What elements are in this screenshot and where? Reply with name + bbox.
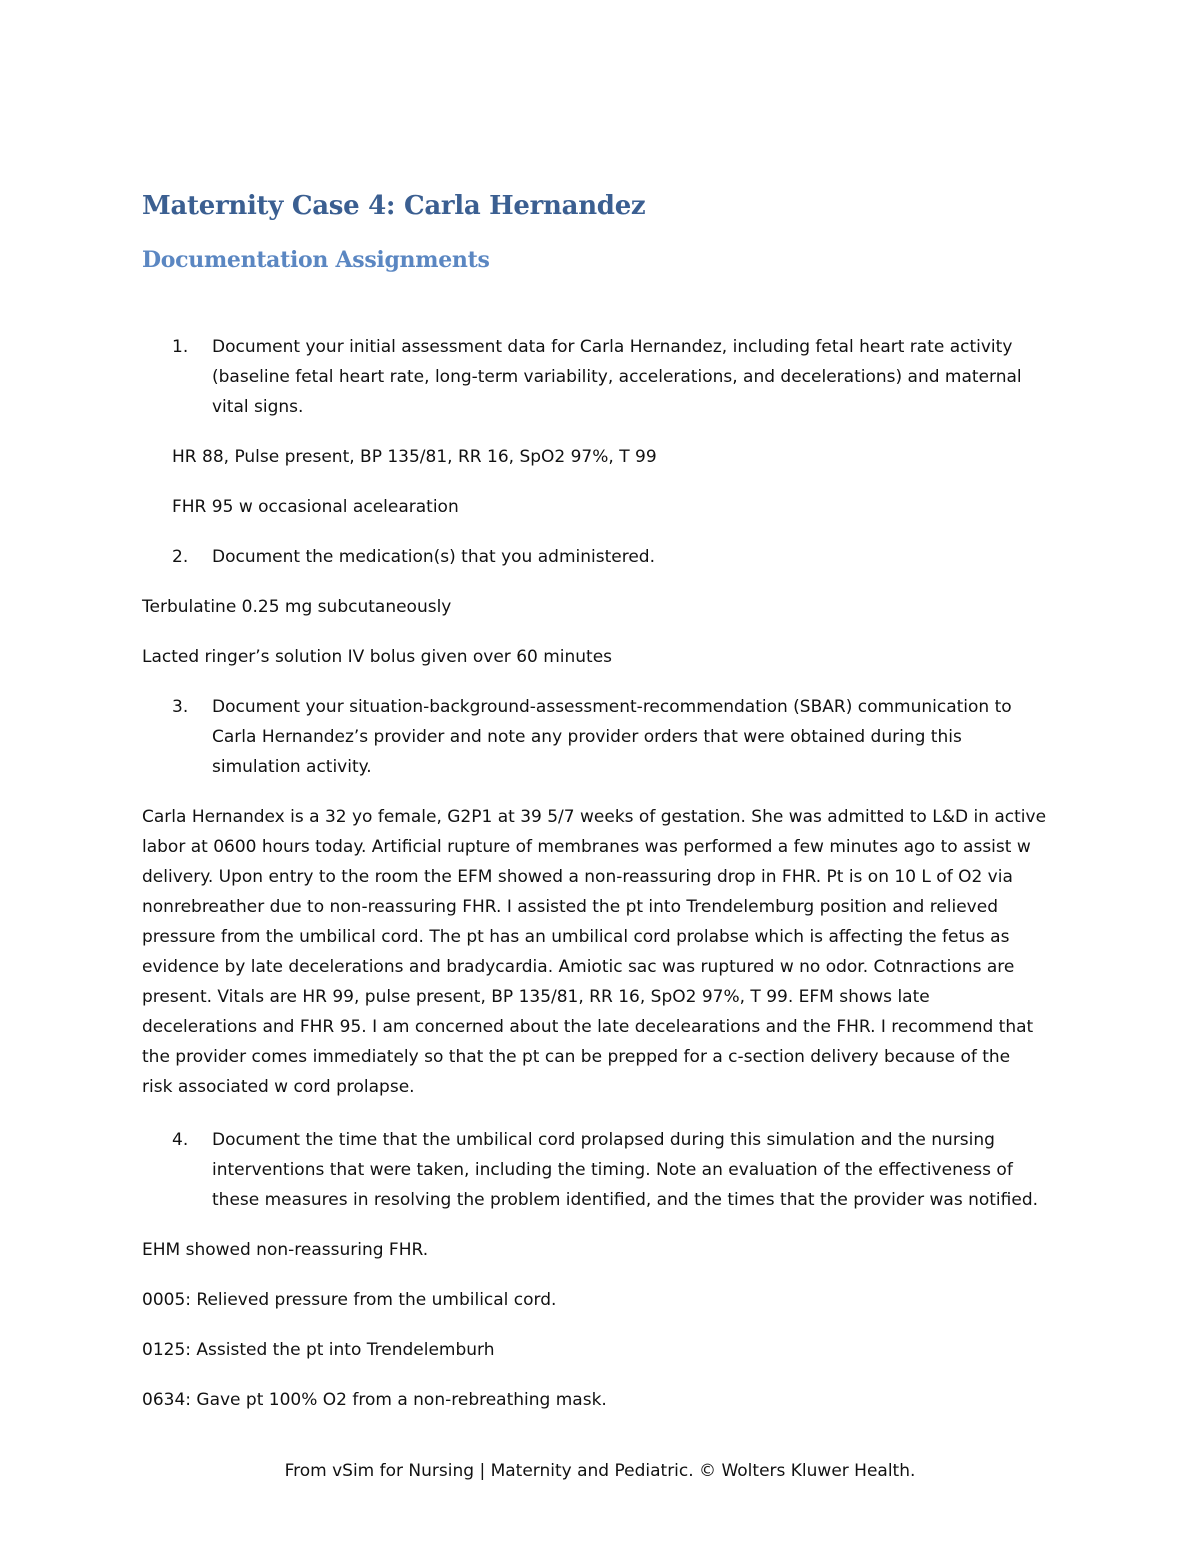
item-line: Document the time that the umbilical cord prolapsed during this simulation and the nursing bbox=[212, 1130, 995, 1150]
item-text bbox=[212, 332, 1022, 422]
item-number: 3. bbox=[172, 697, 189, 717]
item-number: 2. bbox=[172, 547, 189, 567]
page-footer: From vSim for Nursing | Maternity and Pediatric. © Wolters Kluwer Health. bbox=[284, 1461, 916, 1481]
item-line: Document your initial assessment data for Carla Hernandez, including fetal heart rate activity bbox=[212, 337, 1013, 357]
item-line: these measures in resolving the problem identified, and the times that the provider was notified. bbox=[212, 1190, 1039, 1210]
paragraph-line: the provider comes immediately so that the pt can be prepped for a c-section delivery because of the bbox=[142, 1047, 1011, 1067]
paragraph-line: labor at 0600 hours today. Artificial rupture of membranes was performed a few minutes ago to assist w bbox=[142, 837, 1031, 857]
item-line: Carla Hernandez’s provider and note any provider orders that were obtained during this bbox=[212, 727, 962, 747]
item-number: 1. bbox=[172, 337, 189, 357]
paragraph-line: nonrebreather due to non-reassuring FHR. I assisted the pt into Trendelemburg position and relieved bbox=[142, 897, 998, 917]
answer-timeline-entry: 0634: Gave pt 100% O2 from a non-rebreathing mask. bbox=[142, 1390, 607, 1410]
item-line: simulation activity. bbox=[212, 757, 372, 777]
item-line: vital signs. bbox=[212, 397, 304, 417]
answer-fhr: FHR 95 w occasional acelearation bbox=[172, 497, 459, 517]
item-text bbox=[212, 692, 1012, 782]
paragraph-line: delivery. Upon entry to the room the EFM showed a non-reassuring drop in FHR. Pt is on 10 L of O2 via bbox=[142, 867, 1013, 887]
paragraph-line: Carla Hernandex is a 32 yo female, G2P1 at 39 5/7 weeks of gestation. She was admitted to L&D in active bbox=[142, 807, 1047, 827]
answer-medication-1: Terbulatine 0.25 mg subcutaneously bbox=[142, 597, 452, 617]
paragraph-line: pressure from the umbilical cord. The pt has an umbilical cord prolabse which is affecting the fetus as bbox=[142, 927, 1010, 947]
section-heading: Documentation Assignments bbox=[142, 247, 490, 273]
item-line: Document your situation-background-assessment-recommendation (SBAR) communication to bbox=[212, 697, 1012, 717]
answer-sbar-paragraph bbox=[142, 802, 1046, 1102]
paragraph-line: present. Vitals are HR 99, pulse present, BP 135/81, RR 16, SpO2 97%, T 99. EFM shows late bbox=[142, 987, 930, 1007]
paragraph-line: decelerations and FHR 95. I am concerned about the late decelearations and the FHR. I recommend that bbox=[142, 1017, 1034, 1037]
item-number: 4. bbox=[172, 1130, 189, 1150]
document-title: Maternity Case 4: Carla Hernandez bbox=[142, 191, 646, 221]
item-line: interventions that were taken, including the timing. Note an evaluation of the effectiveness of bbox=[212, 1160, 1013, 1180]
item-line: (baseline fetal heart rate, long-term variability, accelerations, and decelerations) and maternal bbox=[212, 367, 1022, 387]
item-text bbox=[212, 542, 655, 572]
item-line: Document the medication(s) that you administered. bbox=[212, 547, 655, 567]
paragraph-line: evidence by late decelerations and bradycardia. Amiotic sac was ruptured w no odor. Cotnractions are bbox=[142, 957, 1015, 977]
item-text bbox=[212, 1125, 1038, 1215]
answer-vitals: HR 88, Pulse present, BP 135/81, RR 16, SpO2 97%, T 99 bbox=[172, 447, 657, 467]
answer-timeline-entry: 0005: Relieved pressure from the umbilical cord. bbox=[142, 1290, 557, 1310]
answer-medication-2: Lacted ringer’s solution IV bolus given over 60 minutes bbox=[142, 647, 613, 667]
paragraph-line: risk associated w cord prolapse. bbox=[142, 1077, 415, 1097]
answer-timeline-entry: 0125: Assisted the pt into Trendelemburh bbox=[142, 1340, 495, 1360]
answer-intro: EHM showed non-reassuring FHR. bbox=[142, 1240, 429, 1260]
